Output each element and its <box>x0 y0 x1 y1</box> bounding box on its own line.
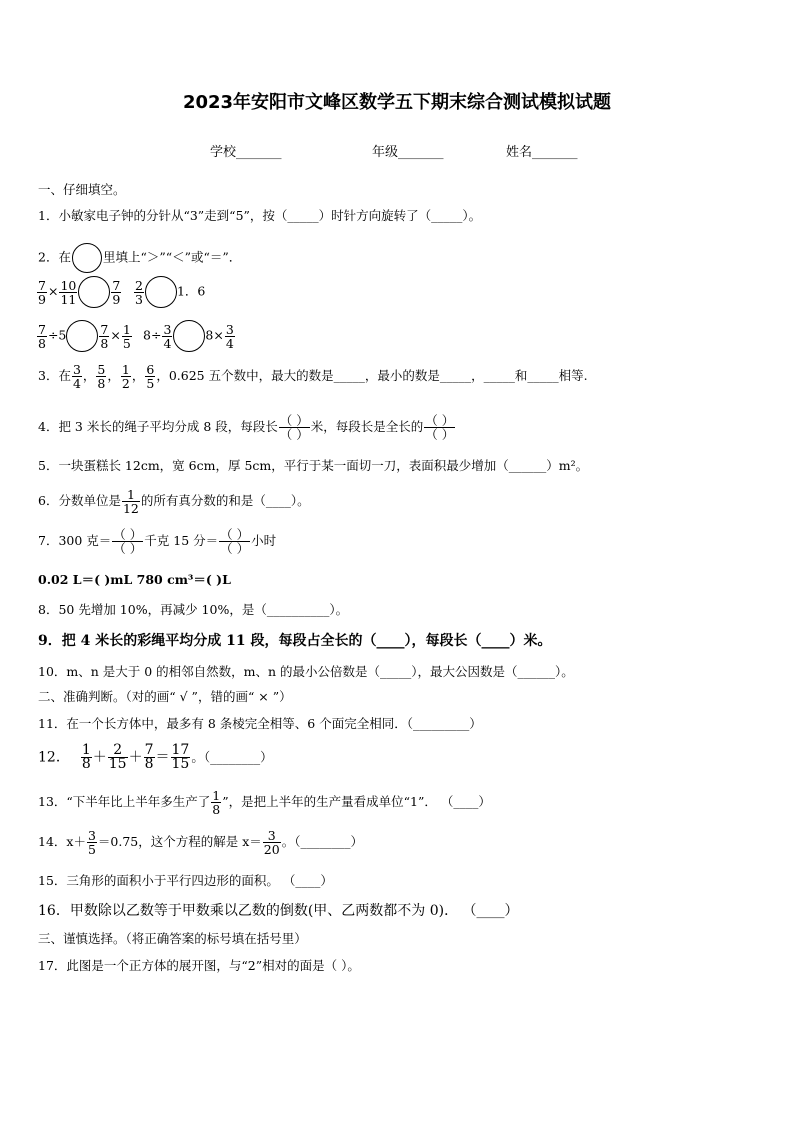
name-blank: _______ <box>532 145 578 160</box>
q6-text-a: 6．分数单位是 <box>38 493 121 508</box>
frac-den: 8 <box>212 802 221 817</box>
question-9: 9．把 4 米长的彩绳平均分成 11 段，每段占全长的（____），每段长（____）米。 <box>38 633 552 649</box>
answer-blank[interactable]: （ ） <box>113 541 143 556</box>
question-5: 5．一块蛋糕长 12cm，宽 6cm，厚 5cm，平行于某一面切一刀，表面积最少增加（______）m²。 <box>38 458 589 473</box>
question-7b: 0.02 L＝( )mL 780 cm³＝( )L <box>38 572 231 587</box>
frac-num: 7 <box>38 321 46 337</box>
compare-circle[interactable] <box>173 320 205 352</box>
question-8: 8．50 先增加 10%，再减少 10%，是（__________）。 <box>38 602 349 617</box>
operator: ＝ <box>155 749 170 766</box>
answer-blank[interactable]: （ ） <box>220 541 250 556</box>
question-15: 15．三角形的面积小于平行四边形的面积。 （____） <box>38 873 333 888</box>
q14-text-c: 。（________） <box>281 834 363 849</box>
q7-text-c: 小时 <box>251 533 277 548</box>
q2-prefix: 2．在 <box>38 249 71 265</box>
q14-text-a: 14．x＋ <box>38 834 86 849</box>
lhs-value: 8÷ <box>143 327 162 343</box>
frac-num: 7 <box>38 277 46 293</box>
q2-instruction: 里填上“＞”“＜”或“＝”． <box>102 249 242 265</box>
frac-num: 7 <box>144 742 154 758</box>
school-field[interactable] <box>210 141 282 160</box>
frac-num: 1 <box>81 742 91 758</box>
q2-expression-2 <box>133 276 205 308</box>
q13-text-b: ”，是把上半年的生产量看成单位“1”． （____） <box>222 794 491 809</box>
question-1: 1．小敏家电子钟的分针从“3”走到“5”，按（_____）时针方向旋转了（_____）。 <box>38 208 482 223</box>
answer-blank[interactable]: （ ） <box>113 527 143 542</box>
rhs-value: 1．6 <box>176 283 206 299</box>
operator: ÷5 <box>47 327 67 343</box>
operator: ＋ <box>128 749 143 766</box>
school-blank: _______ <box>236 145 282 160</box>
q14-text-b: ＝0.75，这个方程的解是 x＝ <box>97 834 262 849</box>
answer-blank[interactable]: （ ） <box>279 427 309 442</box>
frac-den: 8 <box>81 756 91 772</box>
frac-den: 8 <box>100 335 109 351</box>
question-2 <box>38 243 241 273</box>
frac-den: 2 <box>121 376 130 391</box>
frac-num: 7 <box>100 321 109 337</box>
compare-circle[interactable] <box>145 276 177 308</box>
frac-num: 10 <box>60 277 77 293</box>
frac-den: 15 <box>108 756 127 772</box>
frac-num: 1 <box>122 321 131 337</box>
q7-text-b: 千克 15 分＝ <box>144 533 219 548</box>
question-4 <box>38 414 456 441</box>
answer-blank[interactable]: （ ） <box>425 427 455 442</box>
question-3 <box>38 363 588 390</box>
frac-num: 2 <box>135 277 143 293</box>
operator: × <box>110 327 121 343</box>
operator: × <box>47 283 59 299</box>
page-title: 2023年安阳市文峰区数学五下期末综合测试模拟试题 <box>182 92 612 113</box>
q4-text-a: 4．把 3 米长的绳子平均分成 8 段，每段长 <box>38 419 278 434</box>
frac-num: 3 <box>87 828 96 843</box>
grade-blank: _______ <box>398 145 444 160</box>
section-1-heading: 一、仔细填空。 <box>38 182 126 197</box>
frac-den: 5 <box>87 842 96 857</box>
frac-den: 15 <box>171 756 190 772</box>
frac-den: 4 <box>225 335 234 351</box>
compare-circle <box>72 243 102 273</box>
question-14 <box>38 829 363 856</box>
q2-expression-3 <box>36 320 133 352</box>
q2-expression-1 <box>36 276 122 308</box>
name-label: 姓名 <box>506 145 533 160</box>
frac-num: 3 <box>263 829 281 843</box>
section-2-heading: 二、准确判断。（对的画“ √ ”，错的画“ × ”） <box>38 689 292 704</box>
answer-blank[interactable]: （ ） <box>279 413 309 428</box>
frac-num: 5 <box>97 362 106 377</box>
frac-num: 1 <box>212 788 221 803</box>
frac-num: 6 <box>146 362 155 377</box>
grade-label: 年级 <box>372 145 399 160</box>
question-16: 16．甲数除以乙数等于甲数乘以乙数的倒数(甲、乙两数都不为 0)． （____） <box>38 903 519 919</box>
operator: ＋ <box>92 749 107 766</box>
question-11: 11．在一个长方体中，最多有 8 条棱完全相等、6 个面完全相同．（_________） <box>38 716 482 731</box>
frac-den: 8 <box>97 376 106 391</box>
frac-num: 17 <box>171 742 190 758</box>
frac-den: 12 <box>122 501 139 516</box>
name-field[interactable] <box>506 141 578 160</box>
question-13 <box>38 789 491 816</box>
frac-num: 3 <box>72 362 81 377</box>
question-6 <box>38 488 310 515</box>
frac-den: 4 <box>163 335 172 351</box>
separator: ， <box>131 368 145 383</box>
rhs-value: 8× <box>205 327 224 343</box>
grade-field[interactable] <box>372 141 444 160</box>
separator: ， <box>107 368 120 383</box>
question-10: 10．m、n 是大于 0 的相邻自然数，m、n 的最小公倍数是（_____），最大公因数是（______）。 <box>38 664 574 679</box>
q3-prefix: 3．在 <box>38 368 71 383</box>
answer-blank[interactable]: （ ） <box>425 413 455 428</box>
frac-den: 9 <box>112 291 121 307</box>
separator: ， <box>82 368 96 383</box>
q7-text-a: 7．300 克＝ <box>38 533 112 548</box>
q2-expression-4 <box>143 320 236 352</box>
frac-den: 4 <box>72 376 81 391</box>
section-3-heading: 三、谨慎选择。（将正确答案的标号填在括号里） <box>38 931 307 946</box>
frac-num: 3 <box>225 321 234 337</box>
q12-answer: 。（________） <box>191 749 273 765</box>
frac-den: 5 <box>122 335 131 351</box>
frac-den: 8 <box>38 335 46 351</box>
frac-num: 3 <box>163 321 172 337</box>
q12-number: 12． <box>38 749 70 766</box>
compare-circle[interactable] <box>66 320 98 352</box>
compare-circle[interactable] <box>78 276 110 308</box>
frac-num: 1 <box>121 362 130 377</box>
frac-num: 7 <box>112 277 121 293</box>
frac-num: 1 <box>122 488 140 502</box>
q4-text-b: 米，每段长是全长的 <box>310 419 424 434</box>
question-17: 17．此图是一个正方体的展开图，与“2”相对的面是（ ）。 <box>38 958 360 973</box>
question-7 <box>38 528 276 555</box>
frac-num: 2 <box>108 744 128 758</box>
frac-den: 8 <box>144 756 154 772</box>
q13-text-a: 13．“下半年比上半年多生产了 <box>38 794 211 809</box>
frac-den: 20 <box>263 842 280 857</box>
frac-den: 9 <box>38 291 46 307</box>
school-label: 学校 <box>210 145 237 160</box>
answer-blank[interactable]: （ ） <box>220 527 250 542</box>
q6-text-b: 的所有真分数的和是（____）。 <box>140 493 310 508</box>
q3-text: ，0.625 五个数中，最大的数是_____，最小的数是_____，_____和_____相等. <box>156 368 588 383</box>
question-12 <box>38 744 273 771</box>
frac-den: 11 <box>60 291 77 307</box>
frac-den: 5 <box>146 376 155 391</box>
frac-den: 3 <box>135 291 143 307</box>
